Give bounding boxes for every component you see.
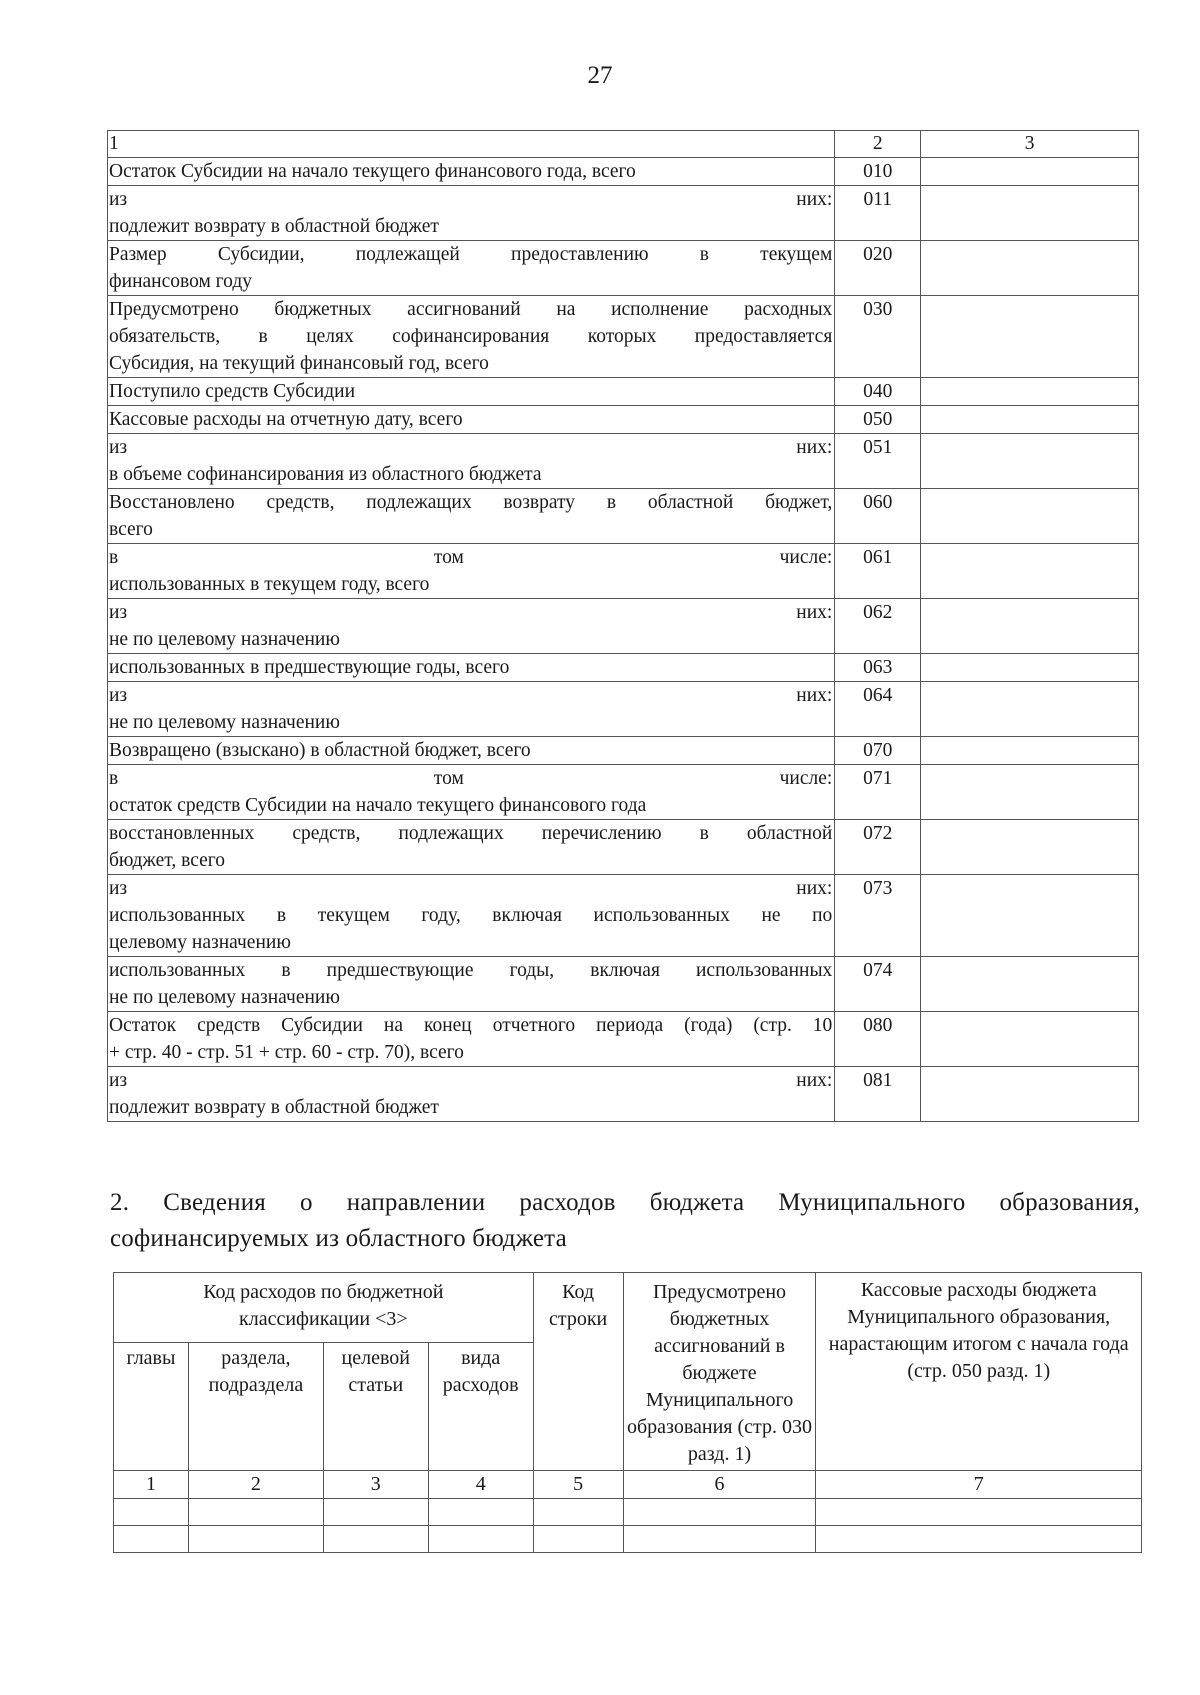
description-line: в объеме софинансирования из областного бюджета <box>109 464 542 485</box>
row-description <box>108 406 835 434</box>
column-number-row <box>114 1471 1142 1499</box>
column-number: 7 <box>816 1471 1142 1499</box>
row-value <box>921 406 1139 434</box>
row-value <box>921 737 1139 765</box>
table-cell <box>323 1499 428 1526</box>
description-line: обязательств, в целях софинансирования которых предоставляется <box>109 326 833 347</box>
row-code: 064 <box>835 682 921 737</box>
page-number: 27 <box>587 62 613 89</box>
row-code-header: Код строки <box>533 1273 623 1471</box>
table-cell <box>623 1499 816 1526</box>
row-description <box>108 599 835 654</box>
row-code: 070 <box>835 737 921 765</box>
description-line: целевому назначению <box>109 932 291 953</box>
section-2-heading <box>110 1185 1140 1257</box>
description-line: из них: <box>109 1070 833 1091</box>
row-code: 071 <box>835 765 921 820</box>
table-cell <box>114 1526 189 1553</box>
table-row <box>108 682 1139 737</box>
description-line: Остаток средств Субсидии на конец отчетного периода (года) (стр. 10 <box>109 1015 833 1036</box>
column-header-3: 3 <box>921 131 1139 158</box>
table-cell <box>816 1526 1142 1553</box>
row-description <box>108 820 835 875</box>
description-line: в том числе: <box>109 768 833 789</box>
expenses-table <box>113 1272 1142 1553</box>
target-article-header: целевой статьи <box>323 1343 428 1471</box>
description-line: Остаток Субсидии на начало текущего финансового года, всего <box>109 161 636 182</box>
table-row <box>108 875 1139 957</box>
description-line: из них: <box>109 189 833 210</box>
row-description <box>108 682 835 737</box>
description-line: не по целевому назначению <box>109 987 340 1008</box>
description-line: из них: <box>109 437 833 458</box>
table-row <box>114 1499 1142 1526</box>
column-number: 2 <box>188 1471 323 1499</box>
description-line: не по целевому назначению <box>109 629 340 650</box>
description-line: восстановленных средств, подлежащих перечислению в областной <box>109 823 833 844</box>
row-value <box>921 957 1139 1012</box>
row-description <box>108 957 835 1012</box>
table-row <box>108 957 1139 1012</box>
row-code: 062 <box>835 599 921 654</box>
table-row <box>108 1012 1139 1067</box>
row-description <box>108 765 835 820</box>
description-line: + стр. 40 - стр. 51 + стр. 60 - стр. 70), всего <box>109 1042 464 1063</box>
column-header-1: 1 <box>108 131 835 158</box>
row-value <box>921 599 1139 654</box>
description-line: Субсидия, на текущий финансовый год, всего <box>109 353 489 374</box>
row-value <box>921 378 1139 406</box>
description-line: подлежит возврату в областной бюджет <box>109 1097 439 1118</box>
row-value <box>921 682 1139 737</box>
row-code: 050 <box>835 406 921 434</box>
table-row <box>108 434 1139 489</box>
table-cell <box>188 1526 323 1553</box>
table-cell <box>188 1499 323 1526</box>
table-cell <box>323 1526 428 1553</box>
row-description <box>108 241 835 296</box>
description-line: всего <box>109 519 153 540</box>
row-value <box>921 1067 1139 1122</box>
row-value <box>921 544 1139 599</box>
row-value <box>921 158 1139 186</box>
row-code: 061 <box>835 544 921 599</box>
description-line: из них: <box>109 602 833 623</box>
description-line: Кассовые расходы на отчетную дату, всего <box>109 409 463 430</box>
row-code: 074 <box>835 957 921 1012</box>
description-line: бюджет, всего <box>109 850 226 871</box>
description-line: из них: <box>109 685 833 706</box>
row-description <box>108 186 835 241</box>
budget-classification-header: Код расходов по бюджетной классификации <3> <box>114 1273 534 1343</box>
row-value <box>921 241 1139 296</box>
table-cell <box>428 1499 533 1526</box>
cash-expenses-header: Кассовые расходы бюджета Муниципального образования, нарастающим итогом с начала года (стр. 050 разд. 1) <box>816 1273 1142 1471</box>
table-row <box>108 241 1139 296</box>
description-line: использованных в текущем году, всего <box>109 574 430 595</box>
table-cell <box>428 1526 533 1553</box>
table-body <box>108 158 1139 1122</box>
row-description <box>108 654 835 682</box>
column-header-2: 2 <box>835 131 921 158</box>
table-row <box>108 378 1139 406</box>
row-code: 010 <box>835 158 921 186</box>
section-heading-line-2: софинансируемых из областного бюджета <box>110 1225 567 1252</box>
row-code: 030 <box>835 296 921 378</box>
table-row <box>108 186 1139 241</box>
table-cell <box>114 1499 189 1526</box>
row-code: 051 <box>835 434 921 489</box>
description-line: Поступило средств Субсидии <box>109 381 356 402</box>
table-row <box>114 1526 1142 1553</box>
expense-type-header: вида расходов <box>428 1343 533 1471</box>
row-description <box>108 544 835 599</box>
description-line: не по целевому назначению <box>109 712 340 733</box>
row-code: 080 <box>835 1012 921 1067</box>
table-cell <box>623 1526 816 1553</box>
table-row <box>108 1067 1139 1122</box>
row-value <box>921 654 1139 682</box>
row-description <box>108 434 835 489</box>
section-heading-line-1: 2. Сведения о направлении расходов бюджета Муниципального образования, <box>110 1189 1140 1216</box>
row-value <box>921 434 1139 489</box>
table-cell <box>533 1499 623 1526</box>
description-line: использованных в предшествующие годы, всего <box>109 657 510 678</box>
table-row <box>108 406 1139 434</box>
row-code: 063 <box>835 654 921 682</box>
row-code: 040 <box>835 378 921 406</box>
chapter-header: главы <box>114 1343 189 1471</box>
description-line: остаток средств Субсидии на начало текущего финансового года <box>109 795 647 816</box>
row-value <box>921 186 1139 241</box>
description-line: использованных в текущем году, включая использованных не по <box>109 905 833 926</box>
table-row <box>108 820 1139 875</box>
row-code: 020 <box>835 241 921 296</box>
row-description <box>108 378 835 406</box>
column-number: 5 <box>533 1471 623 1499</box>
description-line: использованных в предшествующие годы, включая использованных <box>109 960 833 981</box>
table-row <box>108 296 1139 378</box>
description-line: из них: <box>109 878 833 899</box>
row-code: 060 <box>835 489 921 544</box>
row-value <box>921 296 1139 378</box>
row-code: 011 <box>835 186 921 241</box>
row-value <box>921 820 1139 875</box>
column-number: 6 <box>623 1471 816 1499</box>
table-row <box>108 158 1139 186</box>
row-description <box>108 737 835 765</box>
table-row <box>108 737 1139 765</box>
planned-allocations-header: Предусмотрено бюджетных ассигнований в бюджете Муниципального образования (стр. 030 разд. 1) <box>623 1273 816 1471</box>
table-row <box>108 765 1139 820</box>
column-number: 4 <box>428 1471 533 1499</box>
row-code: 072 <box>835 820 921 875</box>
description-line: финансовом году <box>109 271 253 292</box>
table-row <box>108 654 1139 682</box>
row-value <box>921 765 1139 820</box>
table-cell <box>816 1499 1142 1526</box>
row-description <box>108 158 835 186</box>
description-line: Возвращено (взыскано) в областной бюджет, всего <box>109 740 531 761</box>
column-number: 1 <box>114 1471 189 1499</box>
row-description <box>108 296 835 378</box>
table-row <box>108 489 1139 544</box>
description-line: подлежит возврату в областной бюджет <box>109 216 439 237</box>
description-line: в том числе: <box>109 547 833 568</box>
row-value <box>921 1012 1139 1067</box>
row-description <box>108 875 835 957</box>
row-value <box>921 875 1139 957</box>
row-value <box>921 489 1139 544</box>
row-description <box>108 489 835 544</box>
description-line: Восстановлено средств, подлежащих возврату в областной бюджет, <box>109 492 833 513</box>
section-subsection-header: раздела, подраздела <box>188 1343 323 1471</box>
table-header-row <box>114 1273 1142 1343</box>
table-row <box>108 599 1139 654</box>
subsidy-report-table <box>107 130 1139 1122</box>
row-description <box>108 1012 835 1067</box>
table-cell <box>533 1526 623 1553</box>
row-description <box>108 1067 835 1122</box>
row-code: 073 <box>835 875 921 957</box>
description-line: Предусмотрено бюджетных ассигнований на исполнение расходных <box>109 299 833 320</box>
description-line: Размер Субсидии, подлежащей предоставлению в текущем <box>109 244 833 265</box>
table-header-row <box>108 131 1139 158</box>
row-code: 081 <box>835 1067 921 1122</box>
column-number: 3 <box>323 1471 428 1499</box>
table-row <box>108 544 1139 599</box>
